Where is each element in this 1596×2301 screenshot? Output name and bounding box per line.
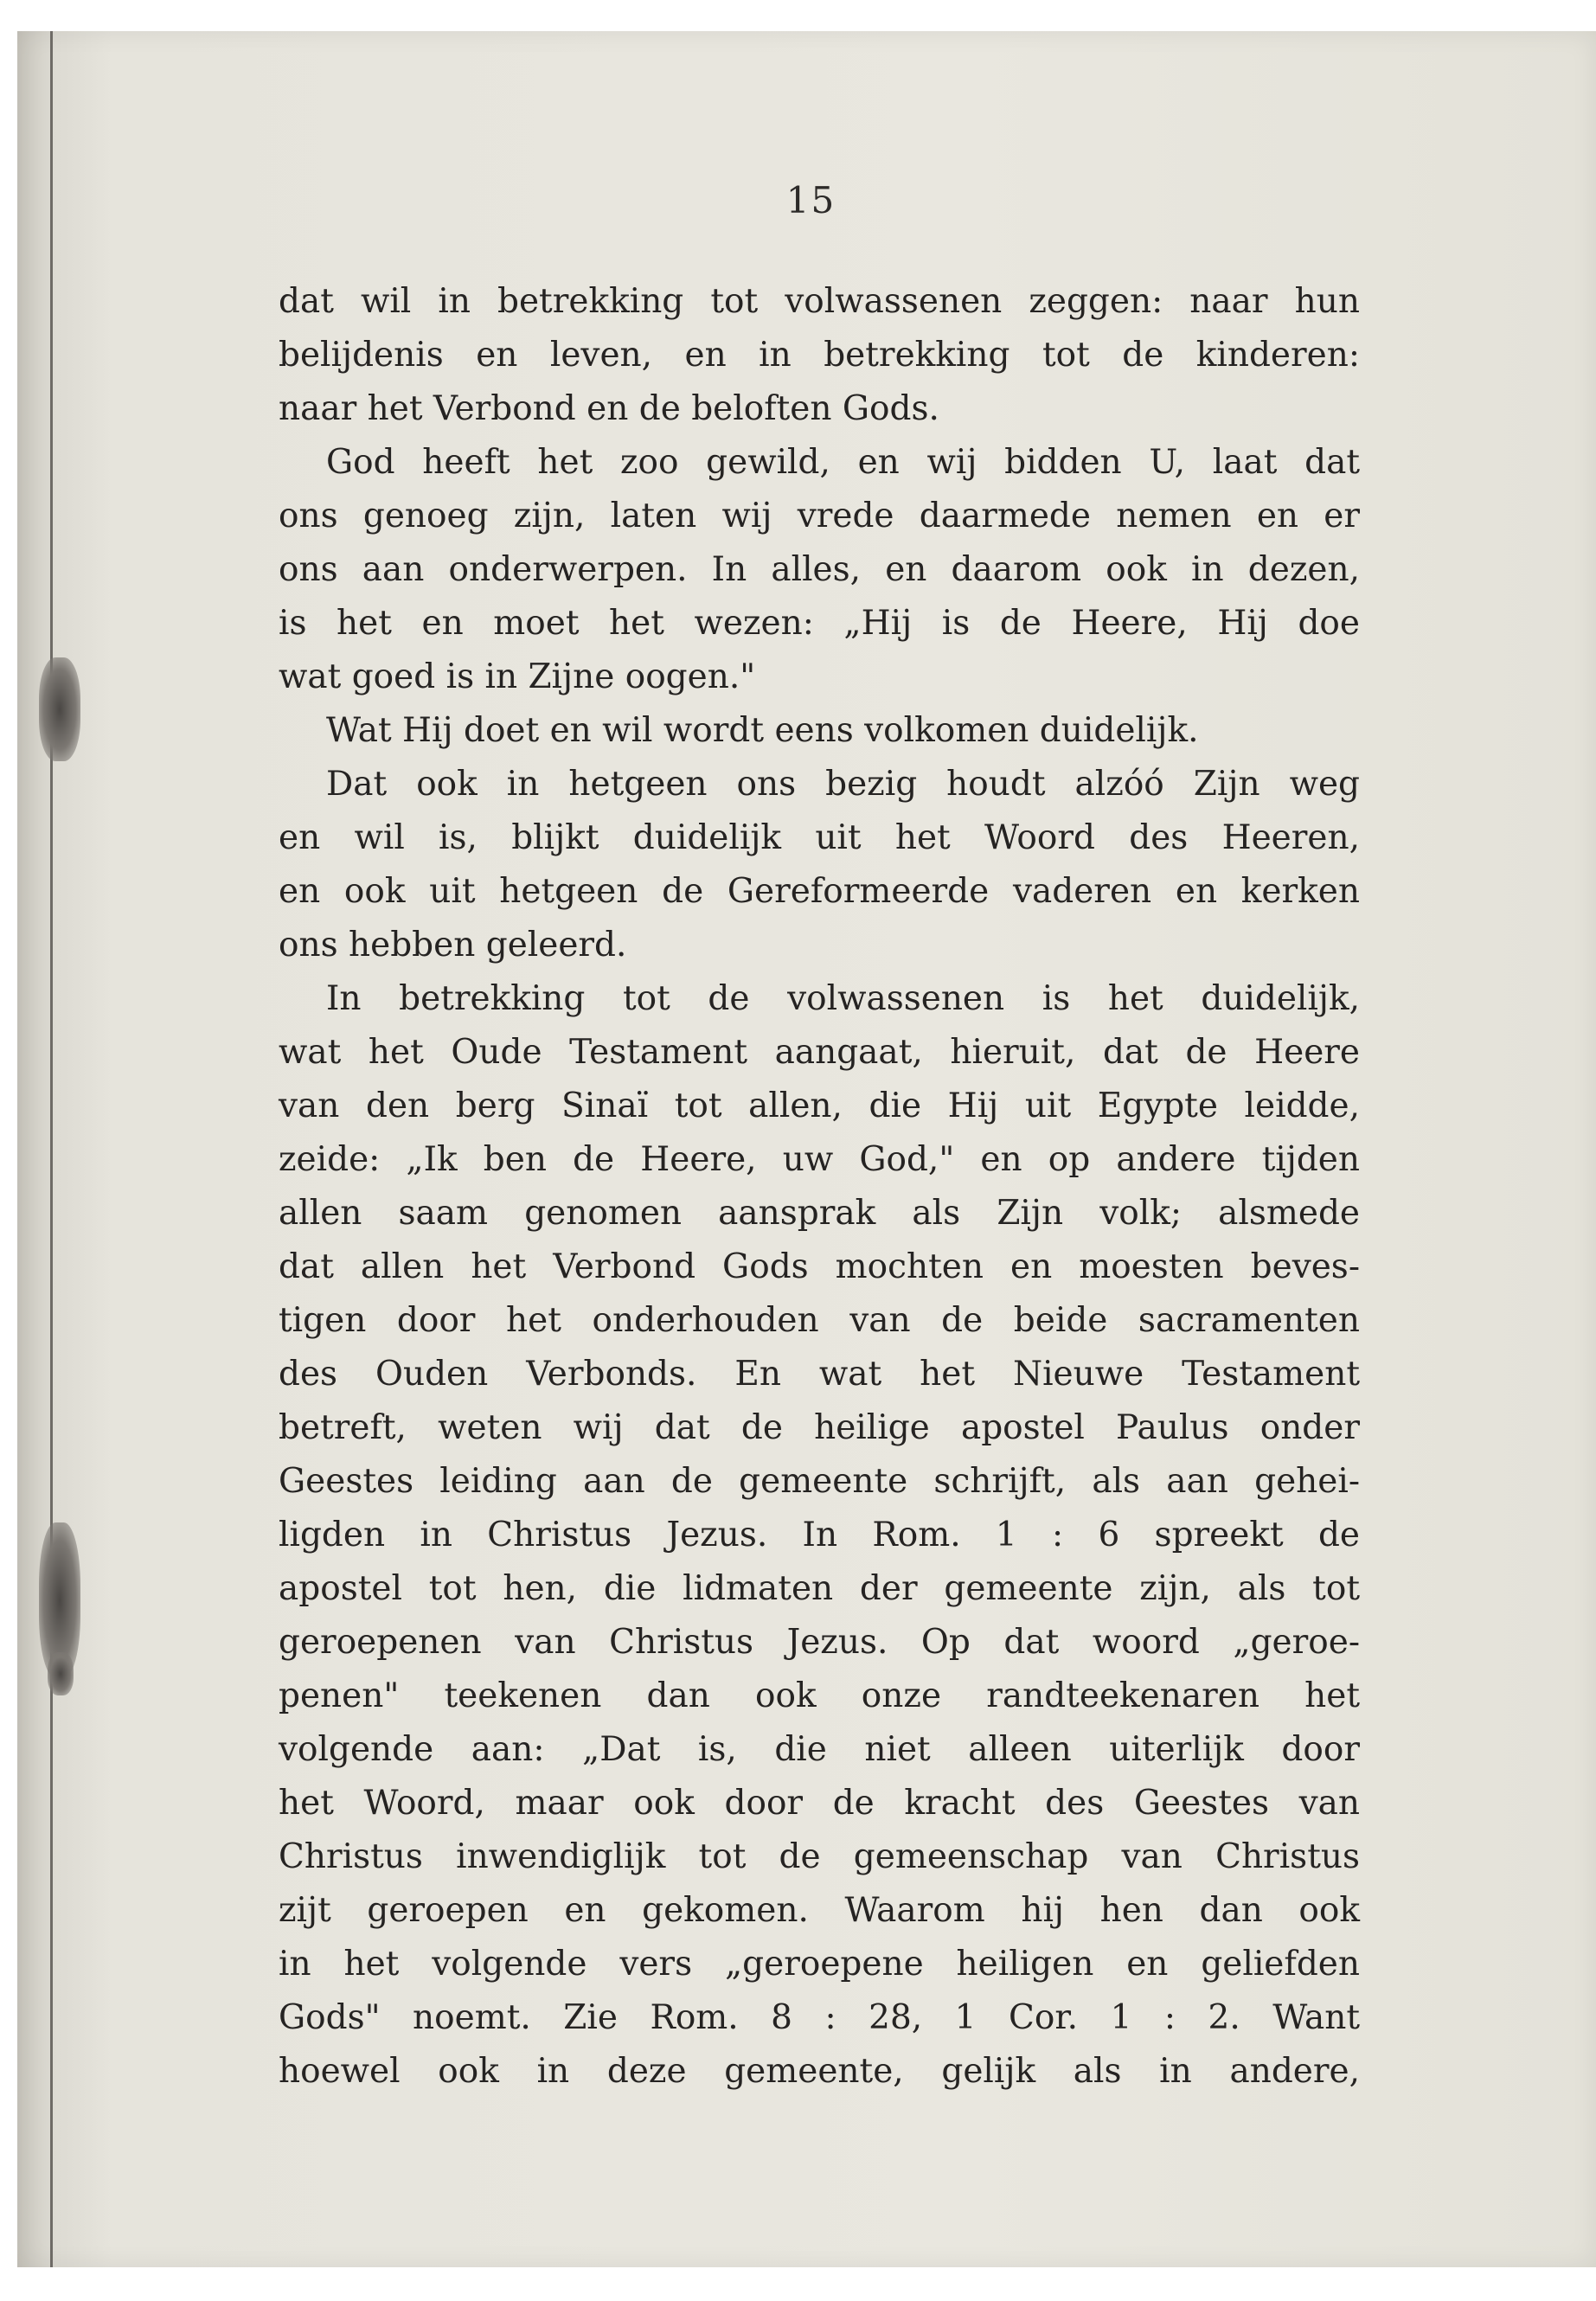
text-line: hoewel ook in deze gemeente, gelijk als in andere, [279,2052,1360,2091]
text-line: en ook uit hetgeen de Gereformeerde vaderen en kerken [279,872,1360,911]
text-line: is het en moet het wezen: „Hij is de Heere, Hij doe [279,604,1360,643]
text-line: belijdenis en leven, en in betrekking tot de kinderen: [279,336,1360,375]
text-line: Geestes leiding aan de gemeente schrijft, als aan gehei- [279,1462,1360,1501]
text-line: ligden in Christus Jezus. In Rom. 1 : 6 spreekt de [279,1516,1360,1554]
text-line: geroepenen van Christus Jezus. Op dat woord „geroe- [279,1623,1360,1662]
text-line: naar het Verbond en de beloften Gods. [279,389,939,428]
text-line: zijt geroepen en gekomen. Waarom hij hen dan ook [279,1891,1360,1930]
text-line: penen" teekenen dan ook onze randteekenaren het [279,1676,1360,1715]
text-line: In betrekking tot de volwassenen is het duidelijk, [326,979,1360,1018]
text-line: ons genoeg zijn, laten wij vrede daarmede nemen en er [279,497,1360,535]
text-line: Dat ook in hetgeen ons bezig houdt alzóó Zijn weg [326,765,1360,804]
text-line: in het volgende vers „geroepene heiligen en geliefden [279,1945,1360,1984]
text-line: van den berg Sinaï tot allen, die Hij uit Egypte leidde, [279,1086,1360,1125]
text-line: dat allen het Verbond Gods mochten en moesten beves- [279,1247,1360,1286]
text-line: betreft, weten wij dat de heilige apostel Paulus onder [279,1408,1360,1447]
binding-stain-small [48,1652,74,1695]
text-line: zeide: „Ik ben de Heere, uw God," en op andere tijden [279,1140,1360,1179]
text-line: dat wil in betrekking tot volwassenen zeggen: naar hun [279,282,1360,321]
text-line: en wil is, blijkt duidelijk uit het Woord des Heeren, [279,818,1360,857]
text-line: ons hebben geleerd. [279,926,627,965]
text-line: tigen door het onderhouden van de beide sacramenten [279,1301,1360,1340]
text-line: apostel tot hen, die lidmaten der gemeente zijn, als tot [279,1569,1360,1608]
text-line: des Ouden Verbonds. En wat het Nieuwe Testament [279,1355,1360,1394]
page-number: 15 [785,179,836,221]
text-line: volgende aan: „Dat is, die niet alleen uiterlijk door [279,1730,1360,1769]
text-line: Gods" noemt. Zie Rom. 8 : 28, 1 Cor. 1 : 2. Want [279,1998,1360,2037]
text-line: Christus inwendiglijk tot de gemeenschap van Christus [279,1837,1360,1876]
text-line: God heeft het zoo gewild, en wij bidden U, laat dat [326,443,1360,482]
text-line: ons aan onderwerpen. In alles, en daarom ook in dezen, [279,550,1360,589]
text-line: het Woord, maar ook door de kracht des Geestes van [279,1784,1360,1823]
text-line: Wat Hij doet en wil wordt eens volkomen duidelijk. [326,711,1199,750]
text-line: allen saam genomen aansprak als Zijn volk; alsmede [279,1194,1360,1233]
page-binding-edge [50,31,53,2267]
body-text [279,275,1360,2099]
text-line: wat goed is in Zijne oogen." [279,657,756,696]
binding-stain-top [39,657,80,761]
text-line: wat het Oude Testament aangaat, hieruit, dat de Heere [279,1033,1360,1072]
